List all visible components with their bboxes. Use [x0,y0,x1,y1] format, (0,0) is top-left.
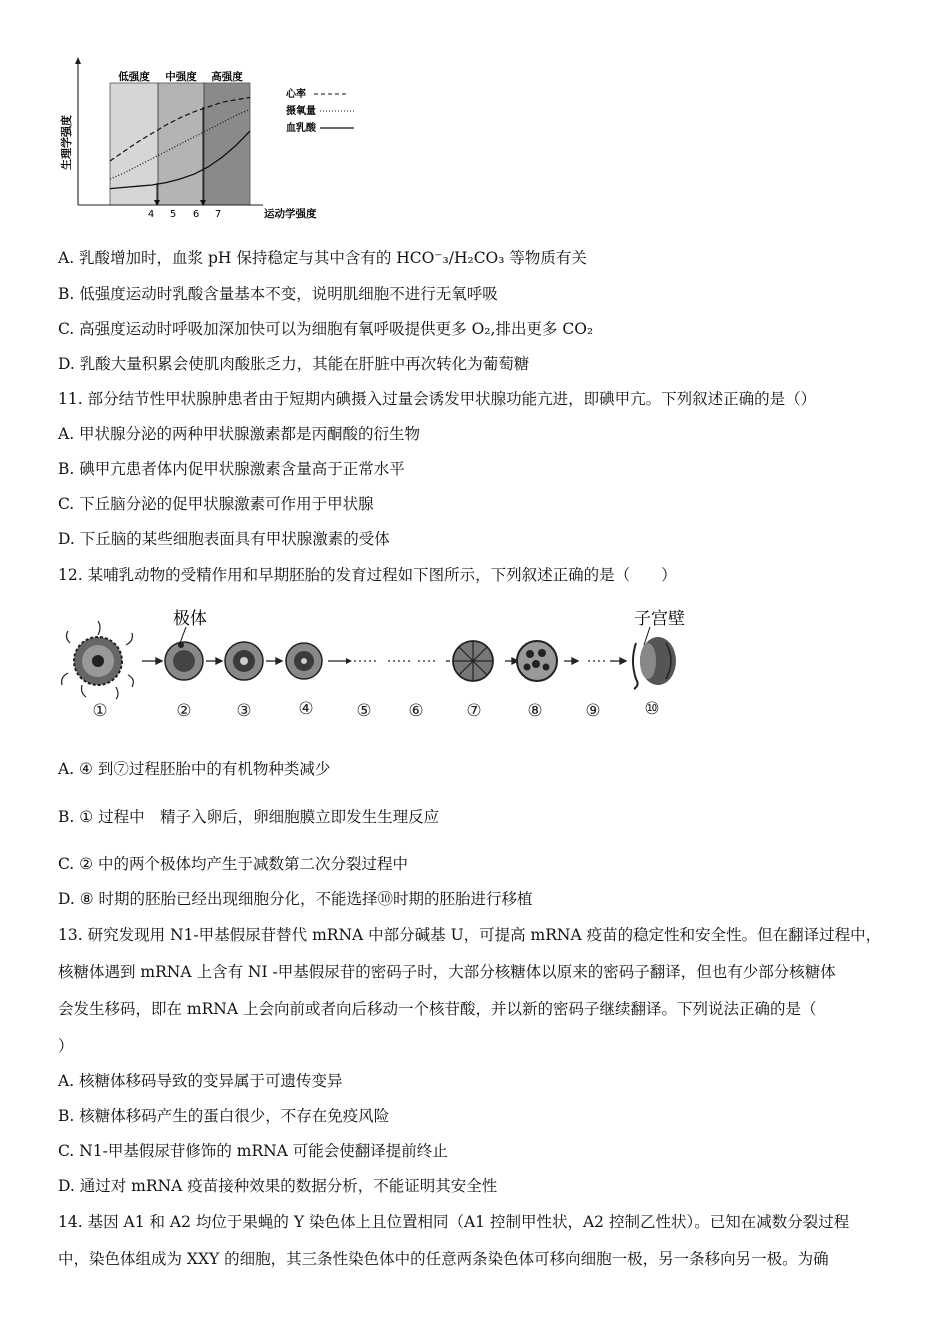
stage-number: ② [176,701,192,721]
q10-option-a: A. 乳酸增加时，血浆 pH 保持稳定与其中含有的 HCO⁻₃/H₂CO₃ 等物质有关 [58,249,587,267]
stage-3 [225,642,263,680]
x-tick: 5 [169,209,177,220]
stage-4 [286,643,322,679]
q13-option-d: D. 通过对 mRNA 疫苗接种效果的数据分析，不能证明其安全性 [58,1177,498,1195]
zone-mid-bg [158,83,204,205]
q13-stem-line-4: ） [58,1037,74,1055]
stage-1-fertilization [62,621,134,699]
stage-number: ⑦ [466,701,482,721]
q10-option-b: B. 低强度运动时乳酸含量基本不变，说明肌细胞不进行无氧呼吸 [58,285,498,303]
x-tick: 7 [214,209,222,220]
x-tick: 4 [147,209,155,220]
legend-label-heart-rate: 心率 [286,89,306,100]
q14-stem-line-2: 中，染色体组成为 XXY 的细胞，其三条性染色体中的任意两条染色体可移向细胞一极，另一条移向另一极。为确 [58,1250,829,1268]
legend-label-oxygen: 摄氧量 [286,106,316,117]
q12-stem: 12. 某哺乳动物的受精作用和早期胚胎的发育过程如下图所示，下列叙述正确的是（ ） [58,566,677,584]
q13-option-c: C. N1-甲基假尿苷修饰的 mRNA 可能会使翻译提前终止 [58,1142,448,1160]
q10-option-c: C. 高强度运动时呼吸加深加快可以为细胞有氧呼吸提供更多 O₂,排出更多 CO₂ [58,320,594,338]
q12-option-b: B. ① 过程中 精子入卵后，卵细胞膜立即发生生理反应 [58,808,440,826]
q13-stem-line-3: 会发生移码，即在 mRNA 上会向前或者向后移动一个核苷酸，并以新的密码子继续翻译。下列说法正确的是（ [58,1000,817,1018]
polar-body-label: 极体 [173,609,207,629]
q11-stem: 11. 部分结节性甲状腺肿患者由于短期内碘摄入过量会诱发甲状腺功能亢进，即碘甲亢。下列叙述正确的是（） [58,390,817,408]
y-axis-label: 生理学强度 [60,115,73,170]
q14-stem-line-1: 14. 基因 A1 和 A2 均位于果蝇的 Y 染色体上且位置相同（A1 控制甲性状，A2 控制乙性状）。已知在减数分裂过程 [58,1213,850,1231]
q11-option-a: A. 甲状腺分泌的两种甲状腺激素都是丙酮酸的衍生物 [58,425,421,443]
zone-label-high: 高强度 [211,71,243,83]
q13-option-b: B. 核糖体移码产生的蛋白很少，不存在免疫风险 [58,1107,390,1125]
stage-8-blastocyst [517,641,557,681]
stage-10-implantation [633,637,676,689]
y-axis-arrow [75,57,81,64]
x-tick: 6 [192,209,200,220]
stage-number: ⑥ [408,701,424,721]
q13-stem-line-1: 13. 研究发现用 N1-甲基假尿苷替代 mRNA 中部分碱基 U，可提高 mRNA 疫苗的稳定性和安全性。但在翻译过程中， [58,926,882,944]
stage-number: ④ [298,699,314,719]
stage-number: ⑩ [644,699,660,719]
q13-option-a: A. 核糖体移码导致的变异属于可遗传变异 [58,1072,343,1090]
stage-number: ⑨ [585,701,601,721]
q11-option-d: D. 下丘脑的某些细胞表面具有甲状腺激素的受体 [58,530,390,548]
zone-label-mid: 中强度 [165,71,197,83]
stage-number: ⑧ [527,701,543,721]
embryo-development-figure [58,603,698,728]
stage-number: ⑤ [356,701,372,721]
stage-2-zygote [165,642,203,680]
q10-option-d: D. 乳酸大量积累会使肌肉酸胀乏力，其能在肝脏中再次转化为葡萄糖 [58,355,530,373]
q11-option-b: B. 碘甲亢患者体内促甲状腺激素含量高于正常水平 [58,460,405,478]
q12-option-d: D. ⑧ 时期的胚胎已经出现细胞分化，不能选择⑩时期的胚胎进行移植 [58,890,533,908]
physiology-chart [58,55,358,230]
x-axis-label: 运动学强度 [264,208,317,220]
zone-label-low: 低强度 [118,71,150,83]
stage-number: ③ [236,701,252,721]
q11-option-c: C. 下丘脑分泌的促甲状腺激素可作用于甲状腺 [58,495,374,513]
stage-7-morula [453,641,493,681]
legend-label-lactate: 血乳酸 [286,123,316,134]
q12-option-c: C. ② 中的两个极体均产生于减数第二次分裂过程中 [58,855,408,873]
q12-option-a: A. ④ 到⑦过程胚胎中的有机物种类减少 [58,760,331,778]
stage-number: ① [92,701,108,721]
uterus-wall-label: 子宫壁 [634,609,685,629]
q13-stem-line-2: 核糖体遇到 mRNA 上含有 NI -甲基假尿苷的密码子时，大部分核糖体以原来的密码子翻译，但也有少部分核糖体 [58,963,836,981]
